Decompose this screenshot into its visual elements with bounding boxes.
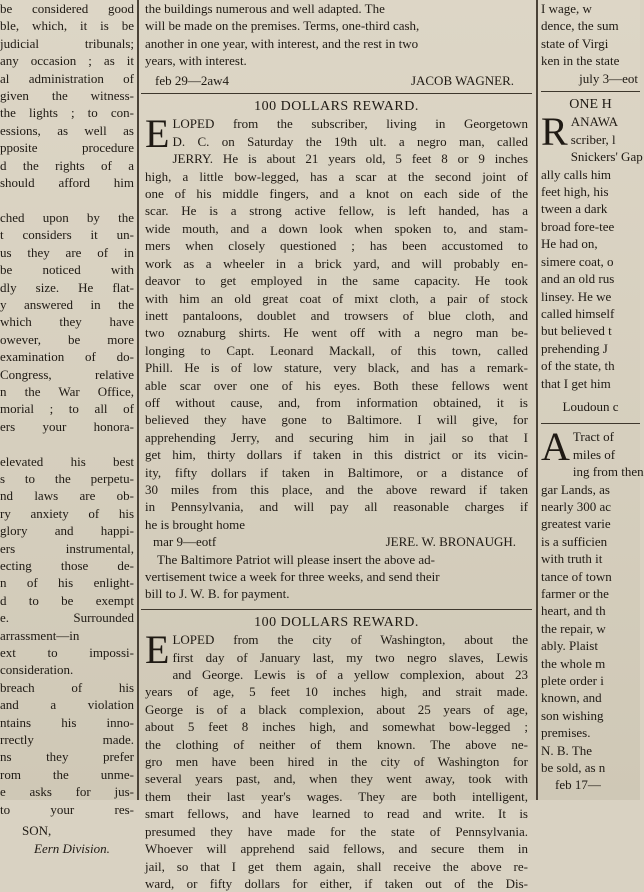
text-line: Tract of — [572, 429, 614, 445]
text-line: get him, thirty dollars if taken in this district or its vicin- — [145, 447, 528, 463]
text-line: first day of January last, my two negro slaves, Lewis — [172, 649, 528, 665]
text-line: smart fellows, and have learned to read and write. It is — [145, 806, 528, 822]
text-line: them their last year's wages. They are both intelligent, — [145, 788, 528, 804]
text-line: jail, so that I get them again, shall receive the above re- — [145, 858, 528, 874]
column-rule-right — [536, 0, 538, 800]
column-rule-left — [137, 0, 139, 800]
text-line: rom the unme- — [0, 766, 134, 782]
text-line: d to be exempt — [0, 592, 134, 608]
right-top-text — [541, 0, 640, 70]
text-line: is a sufficien — [541, 533, 608, 549]
text-line: al administration of — [0, 70, 134, 86]
text-line: be noticed with — [0, 262, 134, 278]
left-division: Eern Division. — [34, 840, 110, 856]
left-column — [0, 0, 134, 856]
text-line: JERRY. He is about 21 years old, 5 feet 8 or 9 inches — [172, 151, 528, 167]
text-line: ns they prefer — [0, 749, 134, 765]
jerry-ad-note — [145, 551, 528, 603]
right-column — [541, 0, 644, 800]
text-line: premises. — [541, 725, 591, 741]
text-line: longing to Capt. Leonard Mackall, of this town, called — [145, 342, 528, 358]
text-line: examination of do- — [0, 349, 134, 365]
wagner-ad-tail — [141, 0, 532, 70]
text-line: the buildings numerous and well adapted. The — [145, 1, 385, 16]
text-line: heart, and th — [541, 603, 606, 619]
text-line: judicial tribunals; — [0, 35, 134, 51]
text-line: rrectly made. — [0, 732, 134, 748]
lewis-george-ad-body — [145, 627, 528, 892]
wagner-ad-signature: JACOB WAGNER. — [410, 72, 514, 88]
text-line: 30 miles from this place, and the above reward if taken — [145, 481, 528, 497]
right-date-2: feb 17— — [555, 777, 601, 793]
text-line: vertisement twice a week for three weeks, and send their — [145, 569, 440, 584]
text-line: the lights ; to con- — [0, 105, 134, 121]
wagner-ad-date: feb 29—2aw4 — [155, 72, 230, 88]
text-line: scar. He is a strong active fellow, is left handed, has a — [145, 203, 528, 219]
text-line: morial ; to all of — [0, 401, 134, 417]
text-line: He had on, — [541, 236, 598, 252]
text-line: George is of a black complexion, about 25 years of age, — [145, 701, 528, 717]
text-line: he is brought home — [145, 516, 246, 532]
text-line: elevated his best — [0, 453, 134, 469]
text-line: another in one year, with interest, and the rest in two — [145, 35, 419, 51]
text-line: and George. Lewis is of a yellow complexion, about 23 — [172, 667, 528, 683]
text-line: D. C. on Saturday the 19th ult. a negro man, called — [172, 133, 528, 149]
text-line: given the witness- — [0, 88, 134, 104]
text-line: feet high, his — [541, 184, 609, 200]
jerry-ad-body — [145, 111, 528, 533]
jerry-ad-signature: JERE. W. BRONAUGH. — [385, 534, 516, 550]
text-line: ing from then — [572, 464, 644, 480]
text-line: The Baltimore Patriot will please insert the above ad- — [157, 551, 435, 567]
text-line: y answered in the — [0, 296, 134, 312]
text-line: d the rights of a — [0, 157, 134, 173]
lewis-george-ad-heading: 100 DOLLARS REWARD. — [254, 614, 419, 630]
jerry-ad-heading: 100 DOLLARS REWARD. — [254, 99, 419, 115]
text-line: e asks for jus- — [0, 784, 134, 800]
wagner-ad-footer — [141, 72, 532, 89]
text-line: simere coat, o — [541, 253, 614, 269]
text-line: ble, which, it is be — [0, 18, 134, 34]
text-line: ecting those de- — [0, 558, 134, 573]
text-line: linsey. He we — [541, 288, 612, 304]
text-line: but believed t — [541, 323, 612, 339]
text-line: two oznaburg shirts. He went off with a negro man be- — [145, 325, 528, 341]
lewis-george-reward-ad — [141, 614, 532, 892]
text-line: presumed they have made for the state of Pennsylvania. — [145, 823, 528, 839]
text-line: ntains his inno- — [0, 714, 134, 730]
jerry-ad-dropcap: E — [145, 111, 170, 157]
text-line: e. Surrounded — [0, 610, 134, 626]
text-line: greatest varie — [541, 516, 611, 532]
text-line: dly size. He flat- — [0, 279, 134, 295]
text-line: ANAWA — [570, 114, 619, 130]
text-line: one of his middle fingers, and a knot on each side of the — [145, 186, 528, 202]
jerry-ad-date: mar 9—eotf — [153, 534, 217, 550]
text-line: that I get him — [541, 375, 611, 391]
text-line: N. B. The — [541, 742, 593, 758]
text-line: the whole m — [541, 655, 606, 671]
text-line: ched upon by the — [0, 209, 134, 225]
text-line: gar Lands, as — [541, 481, 610, 497]
text-line: son wishing — [541, 707, 604, 723]
text-line: tance of town — [541, 568, 612, 584]
text-line: be considered good — [0, 1, 134, 16]
text-line: the clothing of neither of them known. The above ne- — [145, 736, 528, 752]
text-line: years, with interest. — [145, 53, 247, 69]
text-line: ers your honora- — [0, 418, 134, 434]
text-line: years of age, 5 feet 10 inches high, and strait made. — [145, 684, 528, 700]
text-line: called himself — [541, 305, 615, 321]
text-line: glory and happi- — [0, 523, 134, 539]
text-line: n of his enlight- — [0, 575, 134, 591]
right-date-1: july 3—eot — [579, 70, 638, 86]
text-line — [0, 191, 134, 208]
text-line: us they are of in — [0, 244, 134, 260]
text-line: be sold, as n — [541, 760, 606, 776]
text-line: ably. Plaist — [541, 638, 598, 654]
ad-divider-2 — [141, 609, 532, 610]
right-divider-1 — [541, 91, 640, 92]
text-line: several years past, and, when they went away, took with — [145, 771, 528, 787]
right-place: Loudoun c — [562, 398, 619, 414]
text-line: Phill. He is of low stature, very black, and has a remark- — [145, 360, 528, 376]
lewis-george-ad-dropcap: E — [145, 627, 170, 673]
text-line: mers when closely questioned ; has been accustomed to — [145, 238, 528, 254]
text-line: inett pantaloons, doublet and trowsers of blue cloth, and — [145, 307, 528, 323]
text-line: which they have — [0, 314, 134, 330]
text-line — [0, 435, 134, 452]
tract-ad-body — [541, 424, 644, 776]
text-line: scriber, l — [570, 131, 616, 147]
text-line: ally calls him — [541, 166, 612, 182]
text-line: dence, the sum — [541, 18, 619, 34]
text-line: should afford him — [0, 175, 134, 191]
text-line: ry anxiety of his — [0, 505, 134, 521]
runaway-ad-body — [541, 109, 643, 392]
text-line: wide mouth, and a down look when spoken to, and stam- — [145, 220, 528, 236]
text-line: consideration. — [0, 662, 74, 678]
text-line: nearly 300 ac — [541, 498, 612, 514]
text-line: state of Virgi — [541, 35, 609, 51]
text-line: ext to impossi- — [0, 645, 134, 661]
text-line: miles of — [572, 446, 616, 462]
text-line: to your res- — [0, 801, 134, 817]
text-line: ward, or fifty dollars for either, if taken out of the Dis- — [145, 875, 528, 891]
text-line: and a violation — [0, 697, 134, 713]
text-line: pposite procedure — [0, 140, 134, 156]
text-line: ity, fifty dollars if taken in Baltimore, or a distance of — [145, 464, 528, 480]
text-line: high, a little bow-legged, has a scar at the second joint of — [145, 168, 528, 184]
text-line: plete order i — [541, 673, 604, 689]
text-line: work as a wheeler in a brick yard, and will probably en- — [145, 255, 528, 271]
text-line: about 5 feet 8 inches high, and somewhat bow-legged ; — [145, 719, 528, 735]
text-line: essions, as well as — [0, 122, 134, 138]
text-line: breach of his — [0, 679, 134, 695]
jerry-reward-ad — [141, 98, 532, 603]
jerry-ad-footer — [145, 533, 528, 550]
text-line: owever, be more — [0, 331, 134, 347]
text-line: ken in the state — [541, 53, 620, 69]
text-line: apprehending Jerry, and securing him in jail so that I — [145, 429, 528, 445]
text-line: LOPED from the subscriber, living in Georgetown — [172, 116, 528, 132]
text-line: with truth it — [541, 551, 603, 567]
text-line: able scar over one of his eyes. Both these fellows went — [145, 377, 528, 393]
text-line: prehending J — [541, 340, 608, 356]
text-line: n the War Office, — [0, 383, 134, 399]
text-line: tween a dark — [541, 201, 608, 217]
ad-divider-1 — [141, 93, 532, 94]
text-line: Congress, relative — [0, 366, 134, 382]
text-line: I wage, w — [541, 1, 592, 16]
text-line: broad fore-tee — [541, 218, 615, 234]
text-line: believed they have gone to Baltimore. I will give, for — [145, 412, 528, 428]
text-line: deavor to get employed in the same capacity. He took — [145, 273, 528, 289]
text-line: known, and — [541, 690, 602, 706]
text-line: farmer or the — [541, 586, 609, 601]
tract-ad-dropcap: A — [541, 424, 570, 470]
text-line: Whoever will apprehend said fellows, and secure them in — [145, 841, 528, 857]
text-line: s to the perpetu- — [0, 470, 134, 486]
text-line: bill to J. W. B. for payment. — [145, 586, 290, 602]
text-line: will be made on the premises. Terms, one-third cash, — [145, 18, 420, 34]
text-line: gro men have been hired in the city of Washington for — [145, 754, 528, 770]
text-line: off without cause, and, from information obtained, it is — [145, 394, 528, 410]
text-line: nd laws are ob- — [0, 488, 134, 504]
text-line: t considers it un- — [0, 227, 134, 243]
middle-column — [141, 0, 532, 891]
text-line: and an old rus — [541, 271, 615, 287]
text-line: with him an old great coat of mixt cloth, a pair of stock — [145, 290, 528, 306]
right-heading-1: ONE H — [569, 97, 612, 113]
runaway-ad-dropcap: R — [541, 109, 568, 155]
text-line: any occasion ; as it — [0, 53, 134, 69]
text-line: of the state, th — [541, 358, 615, 374]
text-line: the repair, w — [541, 620, 606, 636]
text-line: Snickers' Gap — [570, 149, 643, 165]
text-line: in Pennsylvania, and will pay all reasonable charges if — [145, 499, 528, 515]
text-line: ers instrumental, — [0, 540, 134, 556]
left-signature: SON, — [22, 823, 52, 839]
text-line: arrassment—in — [0, 627, 80, 643]
text-line: LOPED from the city of Washington, about the — [172, 632, 528, 648]
